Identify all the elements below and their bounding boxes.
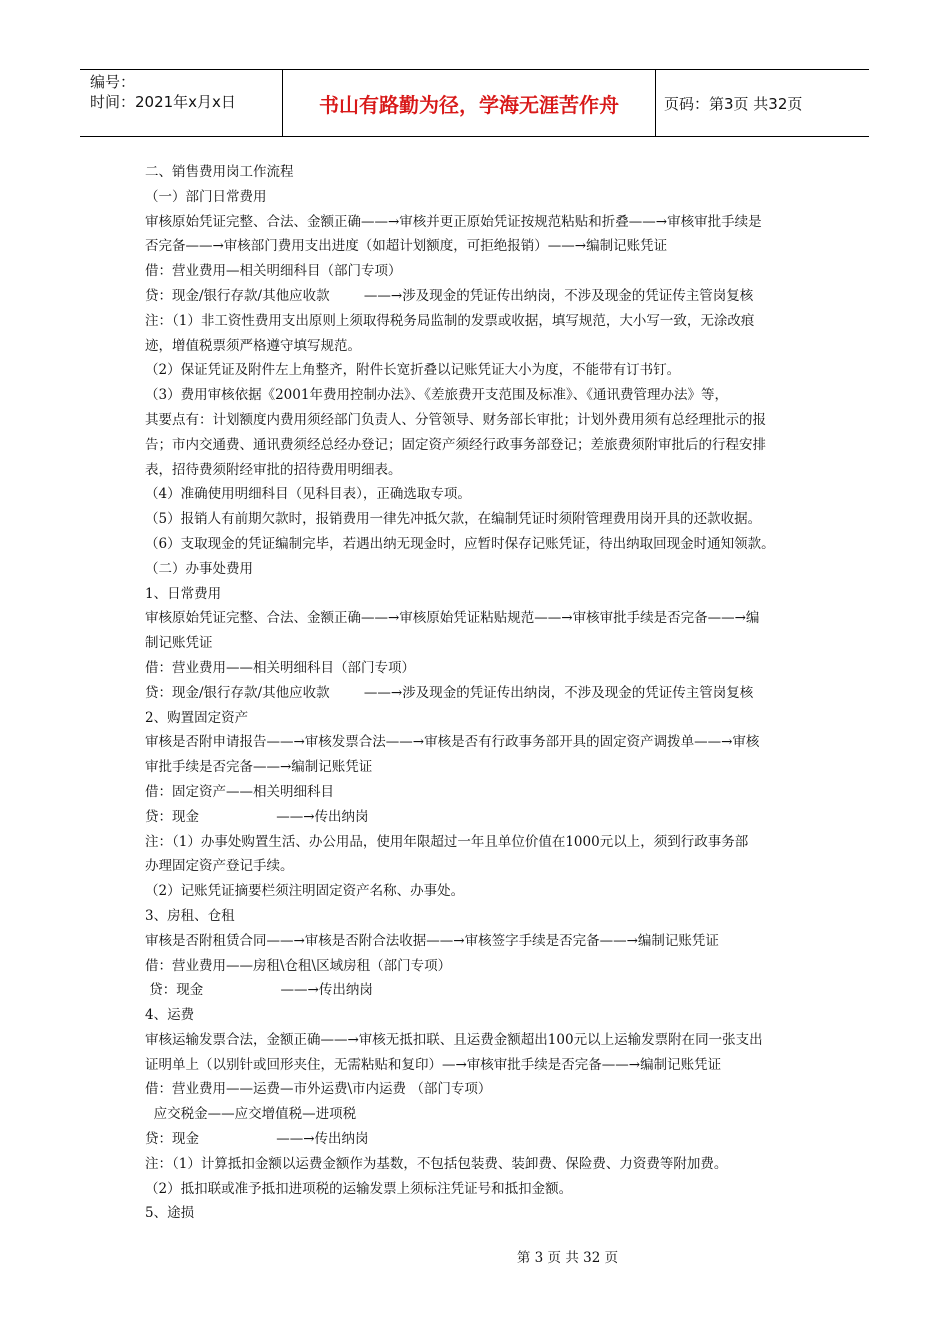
- document-body: [145, 160, 815, 1226]
- text-line: 证明单上（以别针或回形夹住，无需粘贴和复印）—→审核审批手续是否完备——→编制记账凭证: [145, 1056, 722, 1073]
- text-line: 2、购置固定资产: [145, 709, 249, 726]
- text-line: （2）记账凭证摘要栏须注明固定资产名称、办事处。: [145, 883, 465, 900]
- text-line: 3、房租、仓租: [145, 907, 235, 924]
- text-line: 贷：现金 ——→传出纳岗: [145, 1131, 369, 1148]
- text-line: （2）抵扣联或准予抵扣进项税的运输发票上须标注凭证号和抵扣金额。: [145, 1180, 573, 1197]
- text-line: 审核运输发票合法，金额正确——→审核无抵扣联、且运费金额超出100元以上运输发票附在同一张支出: [145, 1031, 763, 1048]
- text-line: 4、运费: [145, 1007, 195, 1024]
- text-line: 注：（1）办事处购置生活、办公用品，使用年限超过一年且单位价值在1000元以上，须到行政事务部: [145, 833, 749, 850]
- text-line: 1、日常费用: [145, 585, 222, 602]
- text-line: 贷：现金 ——→传出纳岗: [145, 808, 369, 825]
- text-line: 告；市内交通费、通讯费须经总经办登记；固定资产须经行政事务部登记；差旅费须附审批后的行程安排: [145, 436, 766, 453]
- page-header: [80, 69, 869, 137]
- text-line: 借：营业费用——相关明细科目（部门专项）: [145, 659, 415, 676]
- text-line: 借：营业费用——运费—市外运费\市内运费 （部门专项）: [145, 1081, 492, 1098]
- text-line: （一）部门日常费用: [145, 188, 267, 205]
- text-line: 审批手续是否完备——→编制记账凭证: [145, 759, 373, 776]
- text-line: 借：营业费用——房租\仓租\区域房租（部门专项）: [145, 957, 452, 974]
- text-line: （二）办事处费用: [145, 560, 253, 577]
- text-line: 贷：现金 ——→传出纳岗: [145, 982, 373, 999]
- text-line: 审核是否附租赁合同——→审核是否附合法收据——→审核签字手续是否完备——→编制记账凭证: [145, 932, 719, 949]
- text-line: 否完备——→审核部门费用支出进度（如超计划额度，可拒绝报销）——→编制记账凭证: [145, 238, 668, 255]
- text-line: 审核原始凭证完整、合法、金额正确——→审核原始凭证粘贴规范——→审核审批手续是否完备——→编: [145, 610, 760, 627]
- footer-page-number: 第 3 页 共 32 页: [516, 1250, 619, 1266]
- text-line: （3）费用审核依据《2001年费用控制办法》、《差旅费开支范围及标准》、《通讯费管理办法》等，: [145, 387, 728, 404]
- text-line: （2）保证凭证及附件左上角整齐，附件长宽折叠以记账凭证大小为度，不能带有订书钉。: [145, 362, 681, 379]
- text-line: 制记账凭证: [145, 635, 213, 652]
- text-line: （4）准确使用明细科目（见科目表），正确选取专项。: [145, 486, 471, 503]
- text-line: 审核原始凭证完整、合法、金额正确——→审核并更正原始凭证按规范粘贴和折叠——→审核审批手续是: [145, 213, 762, 230]
- text-line: 迹，增值税票须严格遵守填写规范。: [145, 337, 361, 354]
- document-number-label: 编号：: [90, 73, 136, 91]
- text-line: （5）报销人有前期欠款时，报销费用一律先冲抵欠款，在编制凭证时须附管理费用岗开具的还款收据。: [145, 511, 762, 528]
- text-line: 注：（1）计算抵扣金额以运费金额作为基数，不包括包装费、装卸费、保险费、力资费等附加费。: [145, 1155, 728, 1172]
- text-line: 审核是否附申请报告——→审核发票合法——→审核是否有行政事务部开具的固定资产调拨单——→审核: [145, 734, 760, 751]
- text-line: 借：固定资产——相关明细科目: [145, 783, 334, 800]
- page-footer: [0, 1246, 950, 1266]
- text-line: 表，招待费须附经审批的招待费用明细表。: [145, 461, 402, 478]
- text-line: 5、途损: [145, 1205, 195, 1222]
- text-line: 二、销售费用岗工作流程: [145, 164, 294, 180]
- text-line: 其要点有：计划额度内费用须经部门负责人、分管领导、财务部长审批；计划外费用须有总经理批示的报: [145, 411, 766, 428]
- text-line: 贷：现金/银行存款/其他应收款 ——→涉及现金的凭证传出纳岗，不涉及现金的凭证传主管岗复核: [145, 684, 754, 701]
- text-line: 办理固定资产登记手续。: [145, 858, 294, 875]
- header-motto: 书山有路勤为径，学海无涯苦作舟: [283, 70, 656, 136]
- text-line: 借：营业费用—相关明细科目（部门专项）: [145, 263, 402, 280]
- text-line: 应交税金——应交增值税—进项税: [145, 1106, 357, 1123]
- text-line: 贷：现金/银行存款/其他应收款 ——→涉及现金的凭证传出纳岗，不涉及现金的凭证传主管岗复核: [145, 287, 754, 304]
- text-line: 注：（1）非工资性费用支出原则上须取得税务局监制的发票或收据，填写规范，大小写一致，无涂改痕: [145, 312, 755, 329]
- header-info-cell: [80, 70, 283, 136]
- header-page-label: 页码：第3页 共32页: [664, 94, 803, 113]
- text-line: （6）支取现金的凭证编制完毕，若遇出纳无现金时，应暂时保存记账凭证，待出纳取回现金时通知领款。: [145, 535, 775, 552]
- document-date-label: 时间：2021年x月x日: [90, 93, 236, 111]
